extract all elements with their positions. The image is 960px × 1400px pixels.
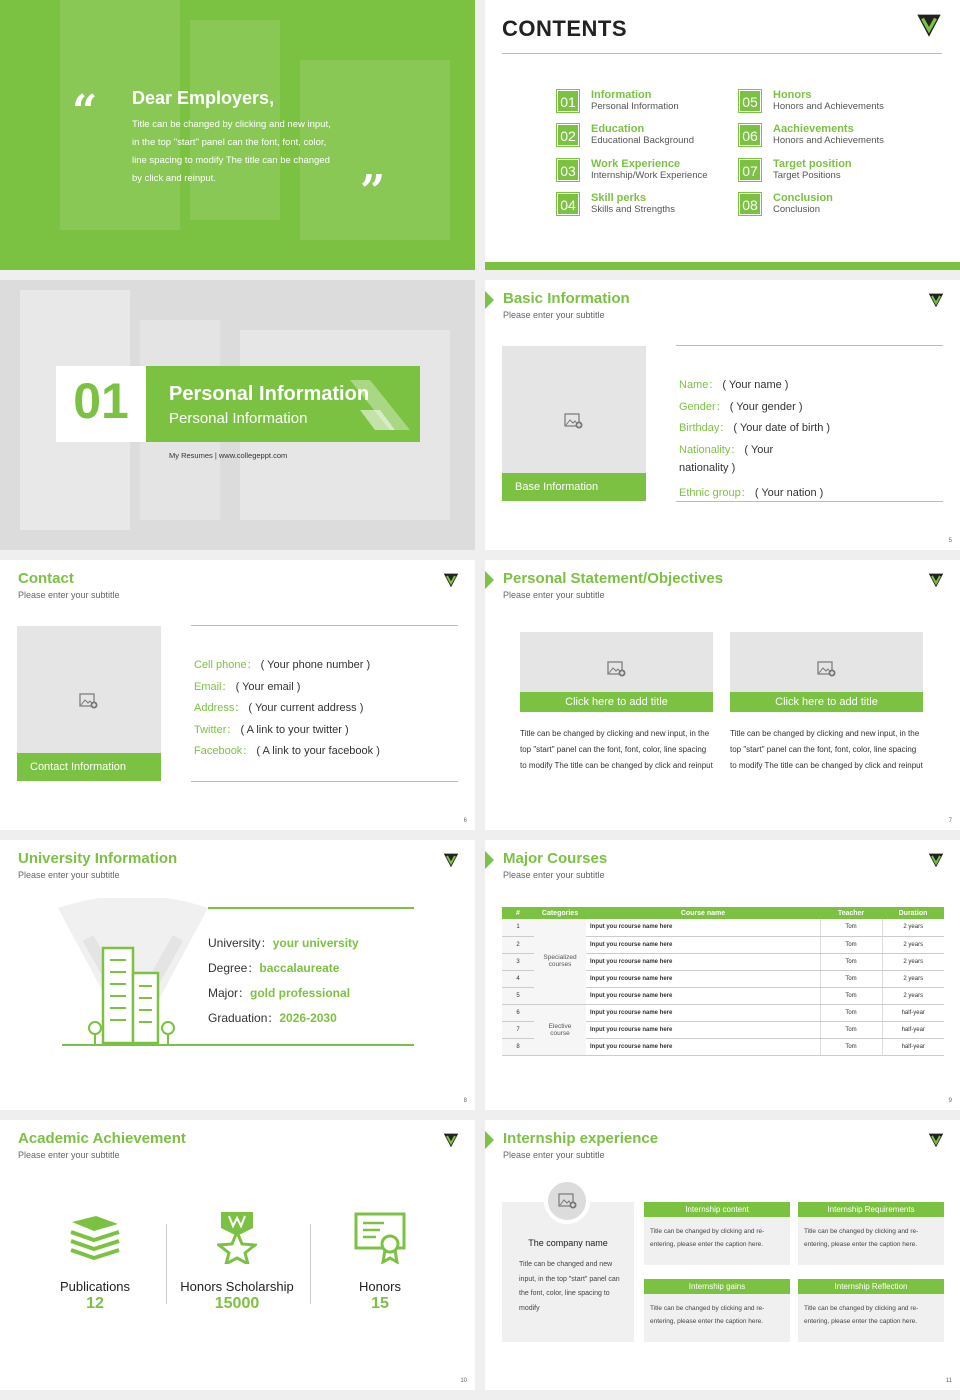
photo-placeholder[interactable]	[17, 626, 161, 781]
card-image-placeholder[interactable]	[520, 632, 713, 712]
col-teacher: Teacher	[820, 907, 882, 919]
info-row-nationality-cont: nationality )	[679, 462, 736, 474]
info-row-name: Name： ( Your name )	[679, 379, 789, 391]
top-line	[208, 907, 414, 909]
col-number: #	[502, 907, 534, 919]
dear-employers-body: Title can be changed by clicking and new input, in the top "start" panel can the font, font, color, line spacing to modify The title can be changed by click and reinput.	[132, 119, 331, 184]
slide-section-personal-information[interactable]	[0, 280, 475, 550]
box-body-internship-reflection: Title can be changed by clicking and re-entering, please enter the caption here.	[798, 1294, 944, 1342]
toc-title: Conclusion	[773, 192, 833, 204]
toc-title: Aachievements	[773, 123, 854, 135]
stat-honors: Honors 15	[359, 1279, 401, 1312]
divider	[191, 625, 458, 626]
brand-logo-icon	[928, 292, 944, 308]
toc-item[interactable]	[739, 159, 909, 185]
slide-subtitle: Please enter your subtitle	[503, 590, 605, 600]
image-add-icon	[79, 692, 99, 710]
col-duration: Duration	[882, 907, 944, 919]
table-row: 7 Input you rcourse name here Tom half-year	[502, 1021, 944, 1038]
open-quote-icon: “	[72, 86, 98, 137]
section-footer-text: My Resumes | www.collegeppt.com	[169, 451, 288, 460]
box-header-internship-requirements: Internship Requirements	[798, 1202, 944, 1217]
info-row-nationality: Nationality： ( Your	[679, 444, 774, 456]
contents-title: CONTENTS	[502, 16, 627, 41]
slide-title: Contact	[18, 570, 74, 587]
toc-title: Skill perks	[591, 192, 647, 204]
stat-honors-scholarship: Honors Scholarship 15000	[180, 1279, 294, 1312]
info-row-ethnic-group: Ethnic group： ( Your nation )	[679, 487, 824, 499]
slide-contact[interactable]	[0, 560, 475, 830]
table-row: 5 Input you rcourse name here Tom 2 years	[502, 987, 944, 1004]
table-row: 4 Input you rcourse name here Tom 2 years	[502, 970, 944, 987]
slide-subtitle: Please enter your subtitle	[503, 870, 605, 880]
stat-publications: Publications 12	[59, 1279, 131, 1312]
page-number: 8	[463, 1098, 467, 1104]
company-name: The company name	[528, 1238, 608, 1248]
toc-number: 05	[739, 90, 761, 112]
photo-placeholder[interactable]	[502, 346, 646, 501]
graduation-row: Graduation：2026-2030	[208, 1011, 337, 1025]
photo-caption: Base Information	[502, 473, 646, 501]
box-header-internship-gains: Internship gains	[644, 1279, 790, 1294]
divider	[502, 53, 942, 54]
slide-dear-employers[interactable]	[0, 0, 475, 270]
brand-logo-icon	[443, 852, 459, 868]
toc-item[interactable]	[739, 90, 909, 116]
slide-title: Major Courses	[503, 850, 608, 867]
info-row-phone: Cell phone： ( Your phone number )	[194, 659, 371, 671]
toc-title: Honors	[773, 89, 812, 101]
divider	[676, 501, 943, 502]
brand-logo-icon	[928, 1132, 944, 1148]
certificate-icon	[354, 1212, 406, 1264]
image-add-icon	[607, 660, 627, 678]
header-triangle	[485, 291, 494, 309]
toc-title: Work Experience	[591, 158, 681, 170]
toc-item[interactable]	[557, 124, 727, 150]
box-body-internship-gains: Title can be changed by clicking and re-entering, please enter the caption here.	[644, 1294, 790, 1342]
toc-number: 02	[557, 124, 579, 146]
category-cell: Specialized courses	[534, 919, 586, 1004]
card-title[interactable]: Click here to add title	[520, 692, 713, 712]
slide-personal-statement[interactable]	[485, 560, 960, 830]
toc-subtitle: Personal Information	[591, 101, 679, 112]
books-stack-icon	[68, 1214, 122, 1260]
slide-subtitle: Please enter your subtitle	[18, 1150, 120, 1160]
slide-university-information[interactable]	[0, 840, 475, 1110]
toc-number: 03	[557, 159, 579, 181]
info-row-address: Address： ( Your current address )	[194, 702, 364, 714]
slide-title: Basic Information	[503, 290, 630, 307]
header-triangle	[485, 1131, 494, 1149]
slide-title: Personal Statement/Objectives	[503, 570, 724, 587]
building-illustration-icon	[58, 898, 208, 1048]
table-row: 8 Input you rcourse name here Tom half-year	[502, 1038, 944, 1055]
col-course-name: Course name	[586, 907, 820, 919]
card-text: Title can be changed by clicking and new input, in the top "start" panel can the font, font, color, line spacing to modify The title can be changed by click and reinput	[730, 729, 923, 770]
slide-basic-information[interactable]	[485, 280, 960, 550]
page-number: 10	[460, 1378, 467, 1384]
info-row-facebook: Facebook： ( A link to your facebook )	[194, 745, 380, 757]
page-number: 9	[948, 1098, 952, 1104]
green-footer-bar	[485, 262, 960, 270]
company-avatar[interactable]	[544, 1178, 590, 1224]
toc-item[interactable]	[557, 193, 727, 219]
box-header-internship-content: Internship content	[644, 1202, 790, 1217]
section-number: 01	[73, 373, 129, 429]
section-subtitle: Personal Information	[169, 410, 308, 427]
slide-subtitle: Please enter your subtitle	[18, 870, 120, 880]
table-row: 6 Elective course Input you rcourse name here Tom half-year	[502, 1004, 944, 1021]
table-row: 3 Input you rcourse name here Tom 2 years	[502, 953, 944, 970]
info-row-gender: Gender： ( Your gender )	[679, 401, 803, 413]
image-add-icon	[817, 660, 837, 678]
info-row-twitter: Twitter： ( A link to your twitter )	[194, 724, 349, 736]
table-row: 2 Input you rcourse name here Tom 2 years	[502, 936, 944, 953]
toc-item[interactable]	[739, 124, 909, 150]
toc-item[interactable]	[557, 159, 727, 185]
toc-number: 01	[557, 90, 579, 112]
table-header-row	[502, 907, 944, 919]
base-line	[62, 1044, 414, 1046]
slide-academic-achievement[interactable]	[0, 1120, 475, 1390]
toc-subtitle: Conclusion	[773, 204, 820, 215]
slide-title: Academic Achievement	[18, 1130, 186, 1147]
header-triangle	[485, 571, 494, 589]
toc-number: 04	[557, 193, 579, 215]
toc-subtitle: Internship/Work Experience	[591, 170, 708, 181]
image-add-icon	[558, 1192, 578, 1210]
toc-number: 06	[739, 124, 761, 146]
slide-contents[interactable]	[485, 0, 960, 270]
slide-subtitle: Please enter your subtitle	[503, 1150, 605, 1160]
toc-title: Target position	[773, 158, 852, 170]
brand-logo-icon	[928, 572, 944, 588]
slide-subtitle: Please enter your subtitle	[503, 310, 605, 320]
header-triangle	[485, 851, 494, 869]
toc-subtitle: Target Positions	[773, 170, 841, 181]
company-text: Title can be changed and new input, in the top "start" panel can the font, color, line spacing to modify	[519, 1261, 620, 1312]
toc-title: Education	[591, 123, 645, 135]
table-row: 1 Specialized courses Input you rcourse name here Tom 2 years	[502, 919, 944, 936]
page-number: 6	[463, 818, 467, 824]
photo-caption: Contact Information	[17, 753, 161, 781]
brand-logo-icon	[443, 1132, 459, 1148]
info-row-birthday: Birthday： ( Your date of birth )	[679, 422, 831, 434]
toc-subtitle: Educational Background	[591, 135, 694, 146]
page-number: 5	[948, 538, 952, 544]
box-body-internship-requirements: Title can be changed by clicking and re-entering, please enter the caption here.	[798, 1217, 944, 1265]
slide-title: University Information	[18, 850, 178, 867]
university-row: University：your university	[208, 936, 359, 950]
toc-title: Information	[591, 89, 652, 101]
slide-subtitle: Please enter your subtitle	[18, 590, 120, 600]
dear-employers-title: Dear Employers,	[132, 88, 275, 108]
brand-logo-icon	[916, 12, 942, 38]
courses-table	[502, 907, 944, 1056]
medal-star-icon	[217, 1210, 257, 1264]
section-title: Personal Information	[169, 383, 370, 405]
brand-logo-icon	[443, 572, 459, 588]
close-quote-icon: ”	[360, 166, 386, 217]
info-row-email: Email： ( Your email )	[194, 681, 301, 693]
card-title[interactable]: Click here to add title	[730, 692, 923, 712]
toc-item[interactable]	[557, 90, 727, 116]
box-header-internship-reflection: Internship Reflection	[798, 1279, 944, 1294]
degree-row: Degree：baccalaureate	[208, 961, 340, 975]
toc-subtitle: Honors and Achievements	[773, 135, 884, 146]
toc-item[interactable]	[739, 193, 909, 219]
slide-major-courses[interactable]	[485, 840, 960, 1110]
toc-number: 08	[739, 193, 761, 215]
toc-number: 07	[739, 159, 761, 181]
image-add-icon	[564, 412, 584, 430]
card-text: Title can be changed by clicking and new input, in the top "start" panel can the font, font, color, line spacing to modify The title can be changed by click and reinput	[520, 729, 713, 770]
brand-logo-icon	[928, 852, 944, 868]
col-categories: Categories	[534, 907, 586, 919]
card-image-placeholder[interactable]	[730, 632, 923, 712]
slide-internship-experience[interactable]	[485, 1120, 960, 1390]
toc-subtitle: Honors and Achievements	[773, 101, 884, 112]
slide-title: Internship experience	[503, 1130, 659, 1147]
box-body-internship-content: Title can be changed by clicking and re-entering, please enter the caption here.	[644, 1217, 790, 1265]
divider	[676, 345, 943, 346]
divider	[191, 781, 458, 782]
toc-subtitle: Skills and Strengths	[591, 204, 675, 215]
category-cell: Elective course	[534, 1004, 586, 1055]
page-number: 7	[948, 818, 952, 824]
major-row: Major：gold professional	[208, 986, 351, 1000]
page-number: 11	[945, 1378, 952, 1384]
